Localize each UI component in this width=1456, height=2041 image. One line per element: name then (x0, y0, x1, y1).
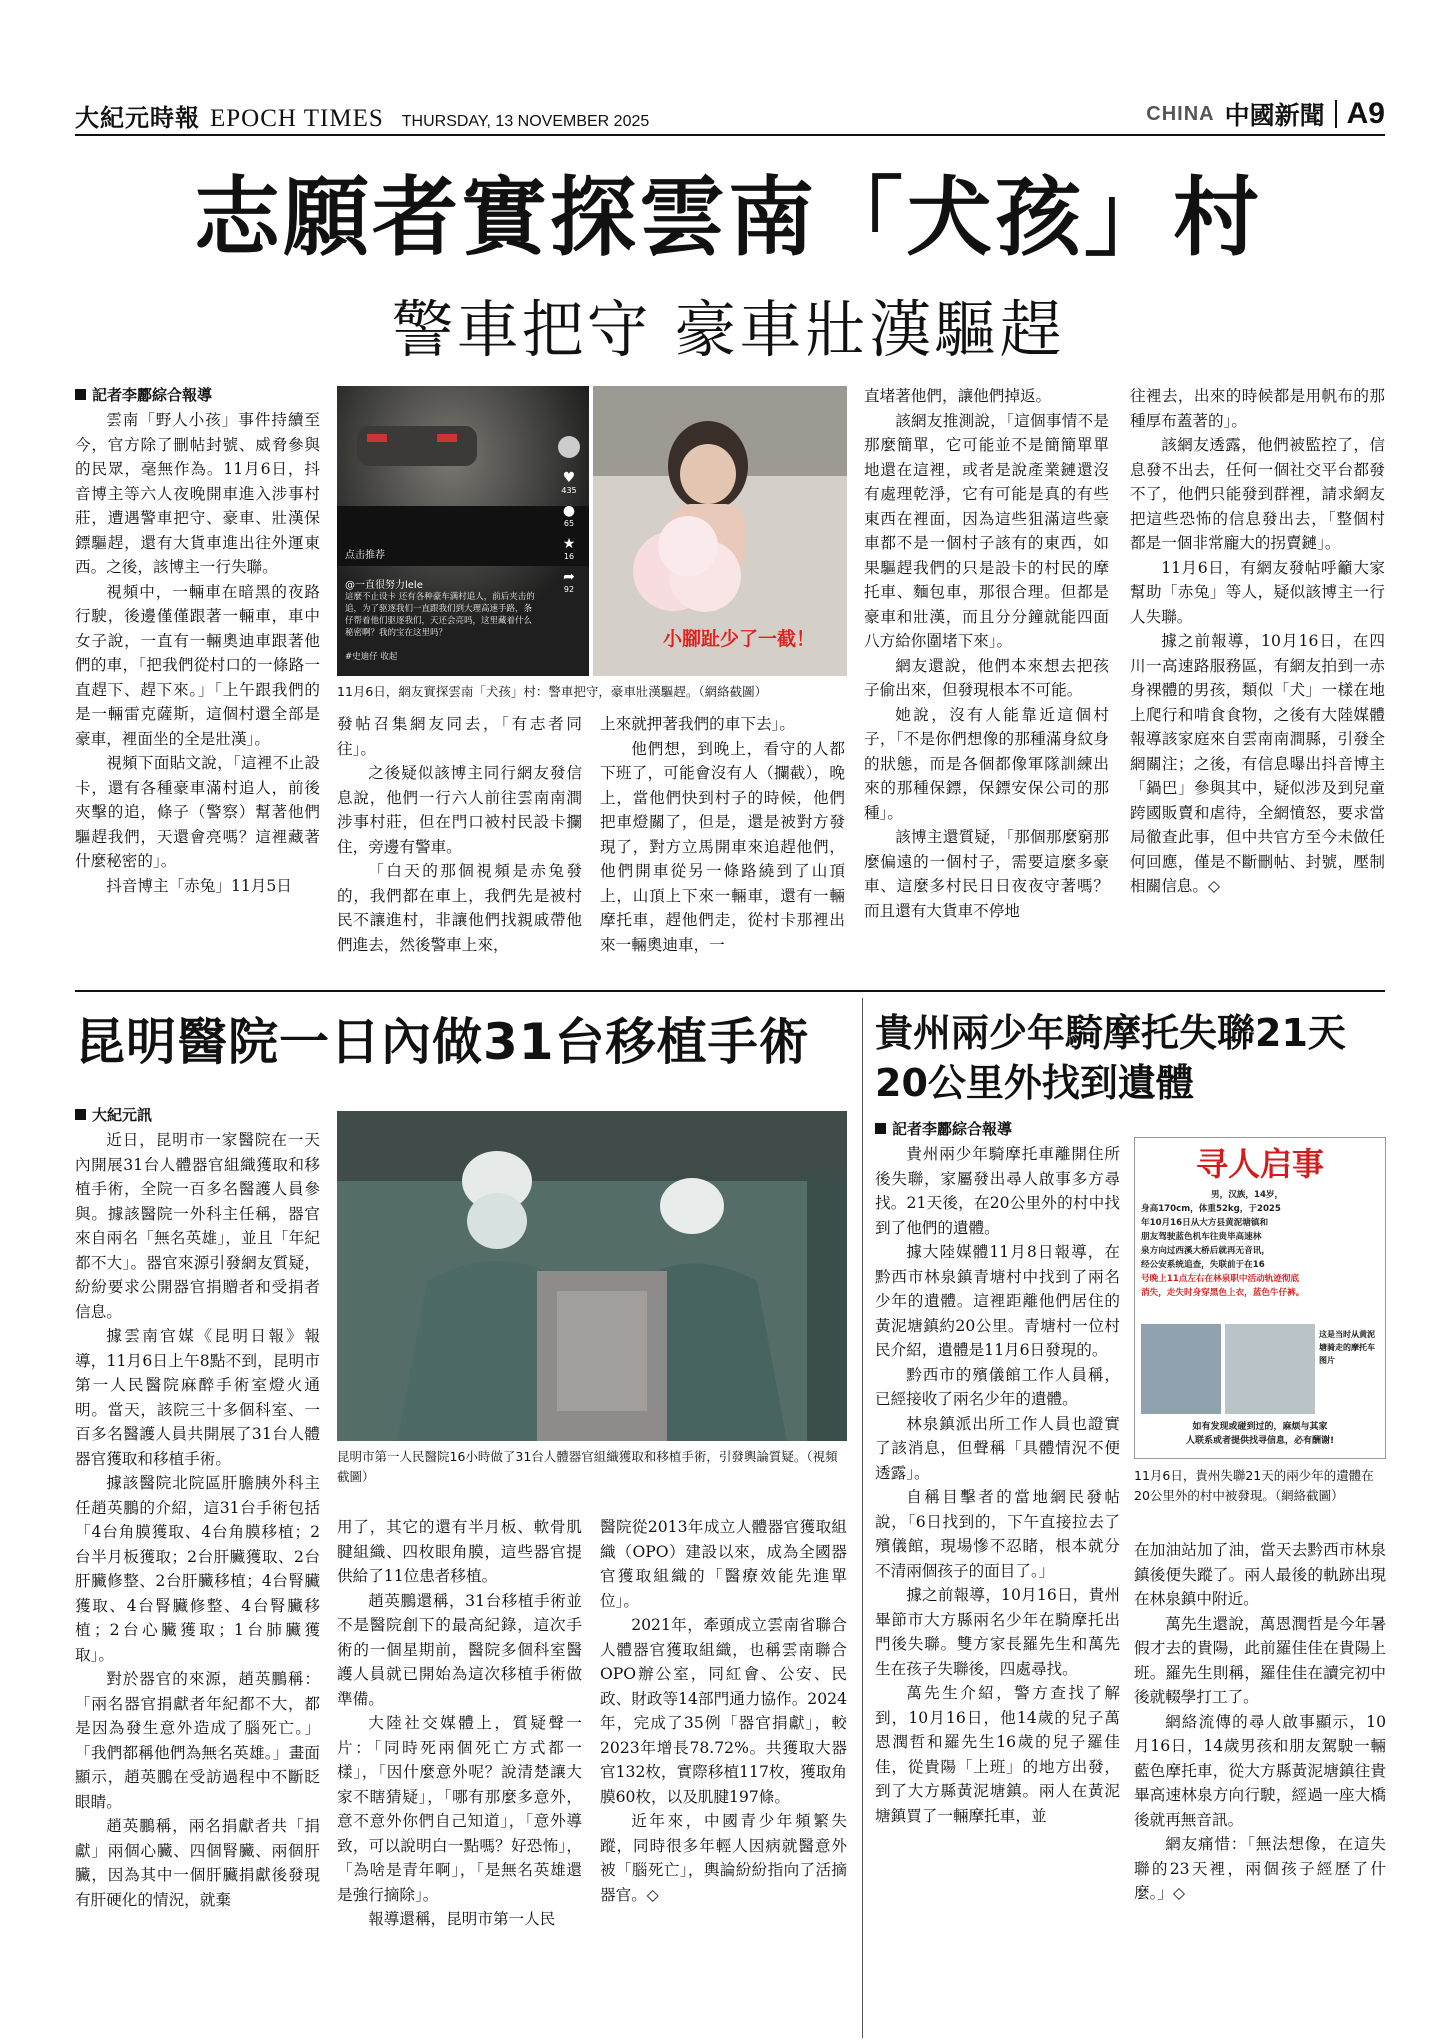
paragraph: 往裡去，出來的時候都是用帆布的那種厚布蓋著的」。 (1130, 387, 1385, 430)
main-column-4 (864, 384, 1109, 923)
paragraph: 萬先生還說，萬恩潤哲是今年暑假才去的貴陽，此前羅佳佳在貴陽上班。羅先生則稱，羅佳佳在讀完初中後就輟學打工了。 (1134, 1614, 1386, 1706)
notice-line: 消失，走失时身穿黑色上衣，蓝色牛仔裤。 (1141, 1288, 1305, 1298)
notice-line: 男，汉族，14岁， (1211, 1190, 1284, 1200)
paragraph: 趙英鵬稱，兩名捐獻者共「捐獻」兩個心臟、四個腎臟、兩個肝臟，因為其中一個肝臟捐獻後發現有肝硬化的情況，就棄 (75, 1817, 320, 1909)
main-column-5 (1130, 384, 1385, 899)
kunming-column-1 (75, 1104, 320, 1912)
kunming-column-3 (600, 1515, 847, 1907)
kunming-byline-text: 大紀元訊 (92, 1106, 153, 1124)
paragraph: 網友痛惜：「無法想像，在這失聯的23天裡，兩個孩子經歷了什麼。」◇ (1134, 1835, 1386, 1902)
section-label-chinese: 中國新聞 (1224, 101, 1325, 130)
photo-sticker-text: 小腳趾少了一截！ (663, 628, 816, 650)
square-bullet-icon (75, 389, 86, 400)
paragraph: 她說，沒有人能靠近這個村子，「不是你們想像的那種滿身紋身的狀態，而是各個都像軍隊訓練出來的那種保鏢，保鏢安保公司的那種」。 (864, 705, 1109, 822)
guizhou-column-2 (1134, 1538, 1386, 1906)
notice-title: 寻人启事 (1195, 1145, 1324, 1183)
kunming-photo-caption: 昆明市第一人民醫院16小時做了31台人體器官組織獲取和移植手術，引發輿論質疑。（視頻截圖） (337, 1449, 838, 1484)
paragraph: 他們想，到晚上，看守的人都下班了，可能會沒有人（攔截），晚上，當他們快到村子的時候，他們把車燈關了，但是，還是被對方發現了，對方立馬開車來追趕他們，他們開車從另一條路繞到了山頂上，山頂上下來一輛車，還有一輛摩托車，趕他們走，從村卡那裡出來一輛奧迪車，一 (600, 739, 845, 954)
guizhou-headline-line2: 20公里外找到遺體 (875, 1061, 1194, 1105)
motorcycle-photo (1225, 1324, 1315, 1414)
paragraph: 林泉鎮派出所工作人員也證實了該消息，但聲稱「具體情況不便透露」。 (875, 1414, 1120, 1482)
masthead-right (1146, 96, 1385, 132)
kunming-headline: 昆明醫院一日內做31台移植手術 (75, 1013, 810, 1071)
guizhou-byline (875, 1118, 1120, 1140)
paragraph: 視頻中，一輛車在暗黑的夜路行駛，後邊僅僅跟著一輛車，車中女子說，一直有一輛奧迪車跟著他們的車，「把我們從村口的一條路一直趕下、趕下來。」「上午跟我們的是一輛雷克薩斯，這個村還全部是豪車，裡面坐的全是壯漢」。 (75, 582, 320, 748)
paragraph: 2021年，牽頭成立雲南省聯合人體器官獲取組織，也稱雲南聯合OPO辦公室，同紅會、公安、民政、財政等14部門通力協作。2024年，完成了35例「器官捐獻」，較2023年增長78.72%。共獲取大器官132枚，實際移植117枚，獲取角膜60枚，以及肌腱197條。 (600, 1616, 847, 1806)
paragraph: 「白天的那個視頻是赤兔發的，我們都在車上，我們先是被村民不讓進村，非讓他們找親戚帶他們進去，然後警車上來， (337, 862, 582, 954)
paragraph: 對於器官的來源，趙英鵬稱：「兩名器官捐獻者年紀都不大，都是因為發生意外造成了腦死亡。」「我們都稱他們為無名英雄。」畫面顯示，趙英鵬在受訪過程中不斷眨眼睛。 (75, 1670, 320, 1811)
guizhou-byline-text: 記者李酈綜合報導 (892, 1120, 1013, 1138)
share-icon: ➦ (563, 569, 575, 585)
paragraph: 貴州兩少年騎摩托車離開住所後失聯，家屬發出尋人啟事多方尋找。21天後，在20公里外的村中找到了他們的遺體。 (875, 1145, 1120, 1237)
star-icon: ★ (562, 536, 576, 552)
paper-name-chinese: 大紀元時報 (75, 103, 200, 132)
section-divider (75, 990, 1385, 992)
paragraph: 據之前報導，10月16日，貴州畢節市大方縣兩名少年在騎摩托出門後失聯。雙方家長羅先生和萬先生在孩子失聯後，四處尋找。 (875, 1586, 1120, 1678)
paragraph: 直堵著他們，讓他們掉返。 (864, 387, 1052, 405)
notice-side-text: 这是当时从黄泥塘骑走的摩托车图片 (1319, 1330, 1375, 1365)
paragraph: 網友還說，他們本來想去把孩子偷出來，但發現根本不可能。 (864, 656, 1109, 699)
paragraph: 據之前報導，10月16日，在四川一高速路服務區，有網友拍到一赤身裸體的男孩，類似「犬」一樣在地上爬行和啃食食物，之後有大陸媒體報導該家庭來自雲南南澗縣，引發全網關注；之後，有信息曝出抖音博主「鍋巴」參與其中，疑似涉及到兒童跨國販賣和虐待，全網憤怒，要求當局徹查此事，但中共官方至今未做任何回應，僅是不斷刪帖、封號，壓制相關信息。◇ (1130, 632, 1385, 895)
paragraph: 趙英鵬還稱，31台移植手術並不是醫院創下的最高紀錄，這次手術的一個星期前，醫院多個科室醫護人員就已開始為這次移植手術做準備。 (337, 1591, 582, 1708)
paragraph: 據該醫院北院區肝膽胰外科主任趙英鵬的介紹，這31台手術包括「4台角膜獲取、4台角膜移植；2台半月板獲取；2台肝臟獲取、2台肝臟修整、2台肝臟移植；4台腎臟獲取、4台腎臟修整、4台腎臟移植；2台心臟獲取；1台肺臟獲取」。 (75, 1474, 320, 1664)
guizhou-headline (875, 1008, 1385, 1108)
paragraph: 黔西市的殯儀館工作人員稱，已經接收了兩名少年的遺體。 (875, 1365, 1120, 1408)
paragraph: 抖音博主「赤兔」11月5日 (106, 876, 292, 895)
main-byline-text: 記者李酈綜合報導 (92, 386, 213, 404)
paragraph: 發帖召集網友同去，「有志者同往」。 (337, 715, 582, 758)
video-location-tag: 点击推荐 (345, 550, 385, 561)
notice-line: 年10月16日从大方县黄泥塘镇和 (1141, 1218, 1269, 1228)
paragraph: 用了，其它的還有半月板、軟骨肌腱組織、四枚眼角膜，這些器官提供給了11位患者移植。 (337, 1518, 582, 1585)
video-screenshot-night-road (337, 386, 589, 676)
paragraph: 據大陸媒體11月8日報導，在黔西市林泉鎮青塘村中找到了兩名少年的遺體。這裡距離他們居住的黃泥塘鎮約20公里。青塘村一位村民介紹，遺體是11月6日發現的。 (875, 1243, 1120, 1359)
square-bullet-icon (75, 1109, 86, 1120)
main-photo-caption: 11月6日，網友實探雲南「犬孩」村：警車把守，豪車壯漢驅趕。（網絡截圖） (337, 684, 768, 699)
notice-body (1135, 1186, 1385, 1302)
paragraph: 上來就押著我們的車下去」。 (600, 715, 795, 733)
notice-footer (1135, 1420, 1385, 1448)
notice-line: 身高170cm，体重52kg，于2025 (1141, 1204, 1281, 1214)
video-side-actions (555, 436, 583, 594)
column-divider (862, 998, 863, 2038)
surgery-photo (337, 1111, 847, 1441)
guizhou-column-1 (875, 1118, 1120, 1828)
like-count: 435 (561, 486, 577, 495)
paragraph: 視頻下面貼文說，「這裡不止設卡，還有各種豪車滿村追人，前後夾擊的追，條子（警察）幫著他們驅趕我們，天還會亮嗎？這裡藏著什麼秘密的」。 (75, 754, 320, 870)
guizhou-headline-line1: 貴州兩少年騎摩托失聯21天 (875, 1011, 1346, 1055)
paragraph: 自稱目擊者的當地網民發帖說，「6日找到的，下午直接拉去了殯儀館，現場慘不忍睹，根本就分不清兩個孩子的面目了。」 (875, 1488, 1120, 1580)
kunming-column-2 (337, 1515, 582, 1932)
paragraph: 11月6日，有網友發帖呼籲大家幫助「赤兔」等人，疑似該博主一行人失聯。 (1130, 558, 1385, 626)
main-column-1 (75, 384, 320, 898)
kunming-byline (75, 1104, 320, 1126)
paragraph: 萬先生介紹，警方查找了解到，10月16日，他14歲的兒子萬恩潤哲和羅先生16歲的兒子羅佳佳，從貴陽「上班」的地方出發，到了大方縣黃泥塘鎮。兩人在黃泥塘鎮買了一輛摩托車，並 (875, 1684, 1120, 1825)
main-column-3 (600, 712, 845, 957)
masthead-left (75, 98, 649, 133)
notice-line: 朋友驾驶蓝色机车往贵毕高速林 (1141, 1232, 1262, 1242)
comment-icon: ● (562, 503, 576, 519)
comment-count: 65 (563, 519, 575, 528)
main-subheadline: 警車把守 豪車壯漢驅趕 (391, 293, 1065, 366)
main-byline (75, 384, 320, 406)
paragraph: 據雲南官媒《昆明日報》報導，11月6日上午8點不到，昆明市第一人民醫院麻醉手術室燈火通明。當天，該院三十多個科室、一百多名醫護人員共開展了31台人體器官獲取和移植手術。 (75, 1327, 320, 1468)
paragraph: 該博主還質疑，「那個那麼窮那麼偏遠的一個村子，需要這麼多豪車、這麼多村民日日夜夜守著嗎？而且還有大貨車不停地 (864, 828, 1109, 920)
video-hashtags: #史迪仔 收起 (345, 652, 398, 662)
paragraph: 雲南「野人小孩」事件持續至今，官方除了刪帖封號、威脅參與的民眾，毫無作為。11月6日，抖音博主等六人夜晚開車進入涉事村莊，遭遇警車把守、豪車、壯漢保鏢驅趕，還有大貨車進出往外運東西。之後，該博主一行失聯。 (75, 411, 320, 576)
paragraph: 該網友推測說，「這個事情不是那麼簡單，它可能並不是簡簡單單地還在這裡，或者是說產業鏈還沒有處理乾淨，它有可能是真的有些東西在裡面，因為這些狙滿這些豪車都不是一個村子該有的東西，如果驅趕我們的只是設卡的村民的摩托車、麵包車，那很合理。但都是豪車和壯漢，而且分分鐘就能四面八方給你圍堵下來」。 (864, 411, 1109, 650)
paragraph: 報導還稱，昆明市第一人民 (368, 1910, 556, 1928)
paragraph: 醫院從2013年成立人體器官獲取組織（OPO）建設以來，成為全國器官獲取組織的「醫療效能先進單位」。 (600, 1518, 847, 1610)
paragraph: 在加油站加了油，當天去黔西市林泉鎮後便失蹤了。兩人最後的軌跡出現在林泉鎮中附近。 (1134, 1541, 1386, 1608)
missing-boy-photo (1141, 1324, 1221, 1414)
heart-icon: ♥ (562, 470, 576, 486)
section-label-english: CHINA (1146, 102, 1215, 125)
paper-name-english: EPOCH TIMES (210, 105, 384, 132)
notice-footer-line: 人联系或者提供找寻信息，必有酬谢! (1185, 1436, 1335, 1446)
paragraph: 該網友透露，他們被監控了，信息發不出去，任何一個社交平台都發不了，他們只能發到群裡，請求網友把這些恐怖的信息發出去，「整個村都是一個非常龐大的拐賣鏈」。 (1130, 436, 1385, 552)
missing-person-notice (1134, 1137, 1386, 1459)
paragraph: 網絡流傳的尋人啟事顯示，10月16日，14歲男孩和朋友駕駛一輛藍色摩托車，從大方縣黃泥塘鎮往貴畢高速林泉方向行駛，經過一座大橋後就再無音訊。 (1134, 1712, 1386, 1829)
avatar (558, 436, 580, 458)
issue-date: THURSDAY, 13 NOVEMBER 2025 (401, 113, 650, 130)
paragraph: 之後疑似該博主同行網友發信息說，他們一行六人前往雲南南澗涉事村莊，但在門口被村民設卡攔住，旁邊有警車。 (337, 764, 582, 856)
square-bullet-icon (875, 1123, 886, 1134)
share-count: 92 (563, 585, 575, 594)
notice-line: 泉方向过西溪大桥后就再无音讯， (1141, 1246, 1270, 1256)
paragraph: 近年來，中國青少年頻繁失蹤，同時很多年輕人因病就醫意外被「腦死亡」，輿論紛紛指向了活摘器官。◇ (600, 1812, 847, 1904)
favorite-count: 16 (563, 552, 575, 561)
photo-child-blurred (593, 386, 847, 676)
video-username: @一直很努力lele (345, 580, 423, 591)
notice-line: 号晚上11点左右在林泉职中活动轨迹彻底 (1141, 1274, 1300, 1284)
video-post-text: 這麼不止设卡 还有各种豪车满村追人，前后夹击的追，为了驱逐我们一直跟我们到大理高速手路，条仔帮着他们驱逐我们，天还会亮吗，这里藏着什么秘密啊？我的宝在这里吗？ (345, 592, 535, 638)
notice-footer-line: 如有发现或碰到过的，麻烦与其家 (1192, 1422, 1328, 1432)
masthead-divider (1335, 100, 1337, 128)
main-column-2 (337, 712, 582, 957)
surgery-illustration (337, 1111, 847, 1441)
page-number: A9 (1346, 97, 1385, 130)
paragraph: 近日，昆明市一家醫院在一天內開展31台人體器官組織獲取和移植手術，全院一百多名醫護人員參與。據該醫院一外科主任稱，器官來自兩名「無名英雄」，並且「年紀都不大」。器官來源引發網友質疑，紛紛要求公開器官捐贈者和受捐者信息。 (75, 1131, 320, 1321)
main-headline: 志願者實探雲南「犬孩」村 (194, 168, 1262, 268)
guizhou-photo-caption: 11月6日，貴州失聯21天的兩少年的遺體在20公里外的村中被發現。（網絡截圖） (1134, 1468, 1374, 1503)
notice-line: 经公安系统追查，失联前于在16 (1141, 1260, 1265, 1270)
masthead (75, 96, 1385, 136)
paragraph: 大陸社交媒體上，質疑聲一片：「同時死兩個死亡方式都一樣」，「因什麼意外呢？說清楚讓大家不瞎猜疑」，「哪有那麼多意外，意不意外你們自己知道」，「意外導致，可以說明白一點嗎？好恐怖」，「為啥是青年啊」，「是無名英雄還是強行摘除」。 (337, 1714, 582, 1904)
